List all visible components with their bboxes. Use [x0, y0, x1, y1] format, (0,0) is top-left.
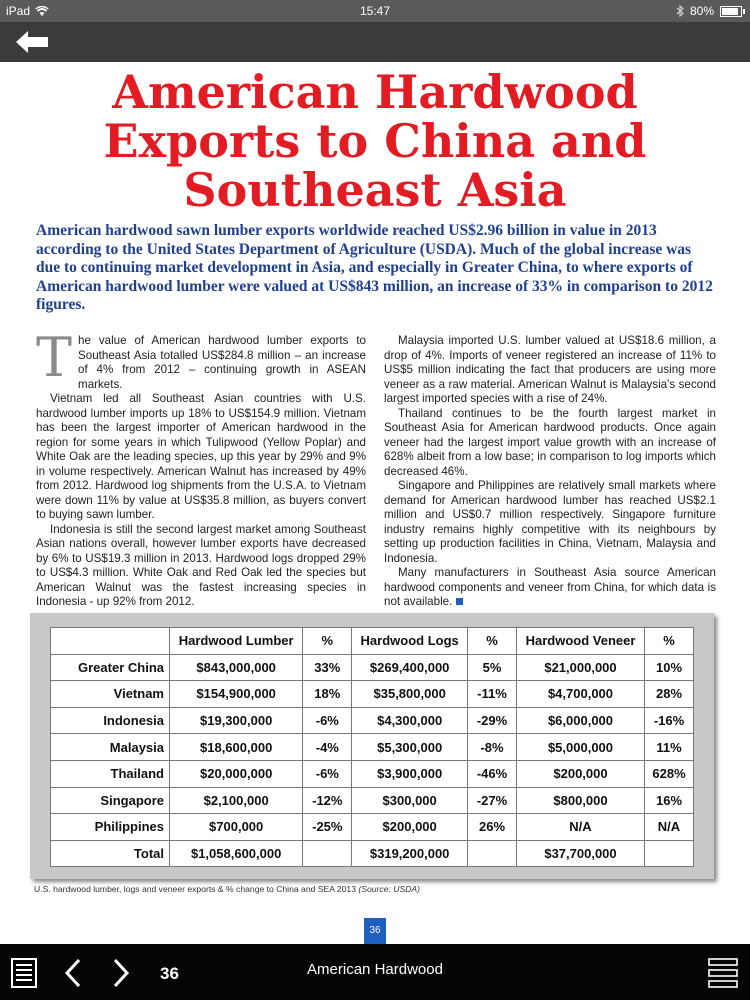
battery-icon	[720, 6, 742, 17]
table-cell: -46%	[468, 760, 517, 787]
clock: 15:47	[359, 4, 391, 18]
table-header: Hardwood Veneer	[517, 628, 645, 655]
table-cell: $20,000,000	[170, 760, 303, 787]
table-cell: 628%	[645, 760, 694, 787]
table-cell: $1,058,600,000	[170, 840, 303, 867]
table-cell: -4%	[303, 734, 352, 761]
export-table	[50, 627, 694, 867]
table-row	[51, 681, 694, 708]
table-cell: $2,100,000	[170, 787, 303, 814]
table-cell: $319,200,000	[352, 840, 468, 867]
table-cell: -29%	[468, 707, 517, 734]
table-cell	[468, 840, 517, 867]
table-row	[51, 787, 694, 814]
table-cell	[303, 840, 352, 867]
table-cell: -25%	[303, 814, 352, 841]
article-title-line-1: American Hardwood	[112, 65, 638, 119]
table-row	[51, 707, 694, 734]
table-cell: N/A	[645, 814, 694, 841]
back-arrow-icon[interactable]	[12, 28, 52, 56]
table-cell: $19,300,000	[170, 707, 303, 734]
table-cell: -8%	[468, 734, 517, 761]
table-body	[51, 654, 694, 867]
table-cell: -27%	[468, 787, 517, 814]
table-header	[51, 628, 170, 655]
page-number-tab: 36	[364, 918, 386, 944]
table-cell: -6%	[303, 760, 352, 787]
table-cell: $843,000,000	[170, 654, 303, 681]
drop-cap: T	[36, 326, 73, 389]
caption-source: (Source: USDA)	[358, 884, 420, 894]
table-cell: -6%	[303, 707, 352, 734]
paragraph: Malaysia imported U.S. lumber valued at US$18.6 million, a drop of 4%. Imports of veneer registered an increase of 11% to US$5 million indicating the fact that producers are using more veneer as a raw material. American Walnut is Malaysia's second largest imported species with a rise of 24%.	[384, 334, 716, 405]
table-cell: -11%	[468, 681, 517, 708]
contents-icon[interactable]	[708, 958, 738, 988]
table-header: %	[645, 628, 694, 655]
table-cell: 33%	[303, 654, 352, 681]
paragraph: Many manufacturers in Southeast Asia source American hardwood components and veneer from China, for which data is not available.	[384, 566, 716, 608]
article-column-2	[384, 334, 716, 610]
export-table-frame	[30, 613, 714, 879]
magazine-page	[0, 62, 750, 944]
table-row	[51, 840, 694, 867]
table-cell: 10%	[645, 654, 694, 681]
table-country-cell: Thailand	[51, 760, 170, 787]
table-cell: $6,000,000	[517, 707, 645, 734]
table-country-cell: Vietnam	[51, 681, 170, 708]
table-country-cell: Philippines	[51, 814, 170, 841]
table-cell: 18%	[303, 681, 352, 708]
table-country-cell: Singapore	[51, 787, 170, 814]
table-cell: $200,000	[352, 814, 468, 841]
table-cell: $154,900,000	[170, 681, 303, 708]
device-name: iPad	[6, 4, 31, 18]
table-cell: $5,300,000	[352, 734, 468, 761]
table-cell: 5%	[468, 654, 517, 681]
nav-bar	[0, 22, 750, 62]
table-header: Hardwood Lumber	[170, 628, 303, 655]
table-country-cell: Malaysia	[51, 734, 170, 761]
table-header: %	[303, 628, 352, 655]
table-caption: U.S. hardwood lumber, logs and veneer exports & % change to China and SEA 2013 (Source: USDA)	[34, 884, 420, 894]
table-cell: N/A	[517, 814, 645, 841]
table-row	[51, 760, 694, 787]
article-lead: American hardwood sawn lumber exports worldwide reached US$2.96 billion in value in 2013 according to the United States Department of Agriculture (USDA). Much of the global increase was due to continuing market development in Asia, and especially in Greater China, to where exports of American hardwood lumber were valued at US$843 million, an increase of 33% in comparison to 2012 figures.	[36, 222, 713, 313]
table-cell: $21,000,000	[517, 654, 645, 681]
table-cell: -12%	[303, 787, 352, 814]
table-row	[51, 654, 694, 681]
table-cell: $18,600,000	[170, 734, 303, 761]
table-cell: $4,700,000	[517, 681, 645, 708]
table-header: %	[468, 628, 517, 655]
table-cell: $3,900,000	[352, 760, 468, 787]
article-title-line-2: Exports to China and	[103, 114, 647, 168]
table-row	[51, 734, 694, 761]
bottom-toolbar	[0, 944, 750, 1000]
table-cell: $37,700,000	[517, 840, 645, 867]
paragraph: Singapore and Philippines are relatively small markets where demand for American hardwood lumber has reached US$2.1 million and US$0.7 million respectively. Singapore furniture industry remains highly competitive with its neighbours by setting up production facilities in China, Vietnam, Malaysia and Indonesia.	[384, 479, 716, 565]
table-cell: $800,000	[517, 787, 645, 814]
paragraph: he value of American hardwood lumber exports to Southeast Asia totalled US$284.8 million – an increase of 4% from 2012 – continuing growth in ASEAN markets.	[78, 334, 366, 391]
paragraph: Vietnam led all Southeast Asian countries with U.S. hardwood lumber imports up 18% to US$154.9 million. Vietnam has been the largest importer of American hardwood in the region for some years in which Tulipwood (Yellow Poplar) and White Oak are the leading species, up this year by 29% and 9% in volume respectively. American Walnut has increased by 49% from 2012. Hardwood log shipments from the U.S.A. to Vietnam were down 11% by value at US$35.8 million, as buyers convert to buying sawn lumber.	[36, 392, 366, 521]
battery-percent: 80%	[689, 4, 714, 18]
table-cell: $300,000	[352, 787, 468, 814]
paragraph: Thailand continues to be the fourth largest market in Southeast Asia for American hardwood products. Once again veneer had the largest import value growth with an increase of 628% albeit from a low base; in comparison to log imports which decreased 46%.	[384, 406, 716, 478]
table-country-cell: Greater China	[51, 654, 170, 681]
end-mark	[456, 598, 463, 605]
publication-title: American Hardwood	[307, 961, 443, 978]
table-row	[51, 814, 694, 841]
page-indicator: 36	[160, 964, 179, 983]
table-cell: 16%	[645, 787, 694, 814]
status-bar	[0, 0, 750, 22]
table-cell: $35,800,000	[352, 681, 468, 708]
table-cell: 11%	[645, 734, 694, 761]
paragraph: Indonesia is still the second largest market among Southeast Asian nations overall, however lumber exports have decreased by 6% to US$19.3 million in 2013. Hardwood logs dropped 29% to US$4.3 million. White Oak and Red Oak led the species but American Walnut was the fastest increasing species in Indonesia - up 92% from 2012.	[36, 522, 366, 608]
table-cell	[645, 840, 694, 867]
table-cell: -16%	[645, 707, 694, 734]
table-country-cell: Indonesia	[51, 707, 170, 734]
table-cell: $269,400,000	[352, 654, 468, 681]
table-header: Hardwood Logs	[352, 628, 468, 655]
bluetooth-icon	[676, 5, 684, 17]
table-header-row	[51, 628, 694, 655]
table-cell: $200,000	[517, 760, 645, 787]
article-title-line-3: Southeast Asia	[183, 163, 567, 217]
table-country-cell: Total	[51, 840, 170, 867]
table-cell: $5,000,000	[517, 734, 645, 761]
article-column-1	[36, 326, 366, 610]
table-cell: $700,000	[170, 814, 303, 841]
table-cell: 28%	[645, 681, 694, 708]
table-cell: 26%	[468, 814, 517, 841]
table-cell: $4,300,000	[352, 707, 468, 734]
